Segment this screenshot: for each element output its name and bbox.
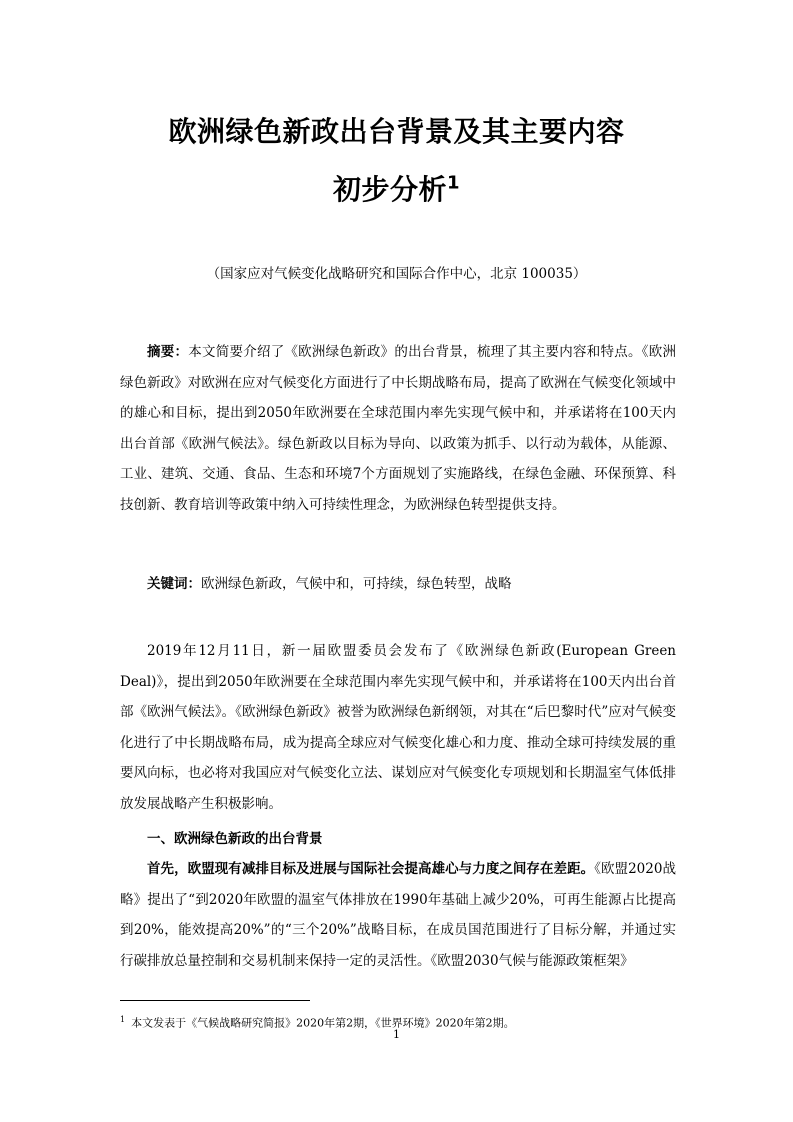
abstract-label: 摘要：	[147, 344, 189, 360]
section-heading-1: 一、欧洲绿色新政的出台背景	[147, 831, 323, 847]
footnote-text: 本文发表于《气候战略研究简报》2020年第2期，《世界环境》2020年第2期。	[131, 1016, 515, 1030]
abstract	[120, 337, 676, 520]
footnote-divider	[120, 1000, 310, 1001]
body-paragraph-2	[120, 854, 676, 976]
page-subtitle	[0, 168, 793, 208]
keywords	[120, 569, 676, 600]
title-footnote-mark: 1	[446, 172, 461, 194]
page-number: 1	[393, 1028, 400, 1041]
subtitle-text: 初步分析	[332, 173, 447, 206]
page-title: 欧洲绿色新政出台背景及其主要内容	[168, 115, 625, 148]
paragraph-lead-bold: 首先，欧盟现有减排目标及进展与国际社会提高雄心与力度之间存在差距。	[147, 861, 595, 877]
body-paragraph-1: 2019年12月11日，新一届欧盟委员会发布了《欧洲绿色新政(European Green Deal)》，提出到2050年欧洲要在全球范围内率先实现气候中和，并承诺将在100天内出台首部《欧洲气候法》。《欧洲绿色新政》被誉为欧洲绿色新纲领，对其在“后巴黎时代”应对气候变化进行了中长期战略布局，成为提高全球应对气候变化雄心和力度、推动全球可持续发展的重要风向标，也必将对我国应对气候变化立法、谋划应对气候变化专项规划和长期温室气体低排放发展战略产生积极影响。	[120, 643, 676, 812]
footnote-mark: 1	[120, 1015, 126, 1024]
abstract-text: 本文简要介绍了《欧洲绿色新政》的出台背景，梳理了其主要内容和特点。《欧洲绿色新政》对欧洲在应对气候变化方面进行了中长期战略布局，提高了欧洲在气候变化领域中的雄心和目标，提出到2050年欧洲要在全球范围内率先实现气候中和，并承诺将在100天内出台首部《欧洲气候法》。绿色新政以目标为导向、以政策为抓手、以行动为载体，从能源、工业、建筑、交通、食品、生态和环境7个方面规划了实施路线，在绿色金融、环保预算、科技创新、教育培训等政策中纳入可持续性理念，为欧洲绿色转型提供支持。	[120, 344, 677, 513]
author-affiliation: （国家应对气候变化战略研究和国际合作中心，北京 100035）	[206, 266, 587, 282]
paragraph-2-text: 《欧盟2020战略》提出了“到2020年欧盟的温室气体排放在1990年基础上减少20%，可再生能源占比提高到20%，能效提高20%”的“三个20%”战略目标，在成员国范围进行了目标分解，并通过实行碳排放总量控制和交易机制来保持一定的灵活性。《欧盟2030气候与能源政策框架》	[120, 861, 676, 969]
keywords-text: 欧洲绿色新政，气候中和，可持续，绿色转型，战略	[201, 576, 512, 592]
keywords-label: 关键词：	[147, 576, 201, 592]
